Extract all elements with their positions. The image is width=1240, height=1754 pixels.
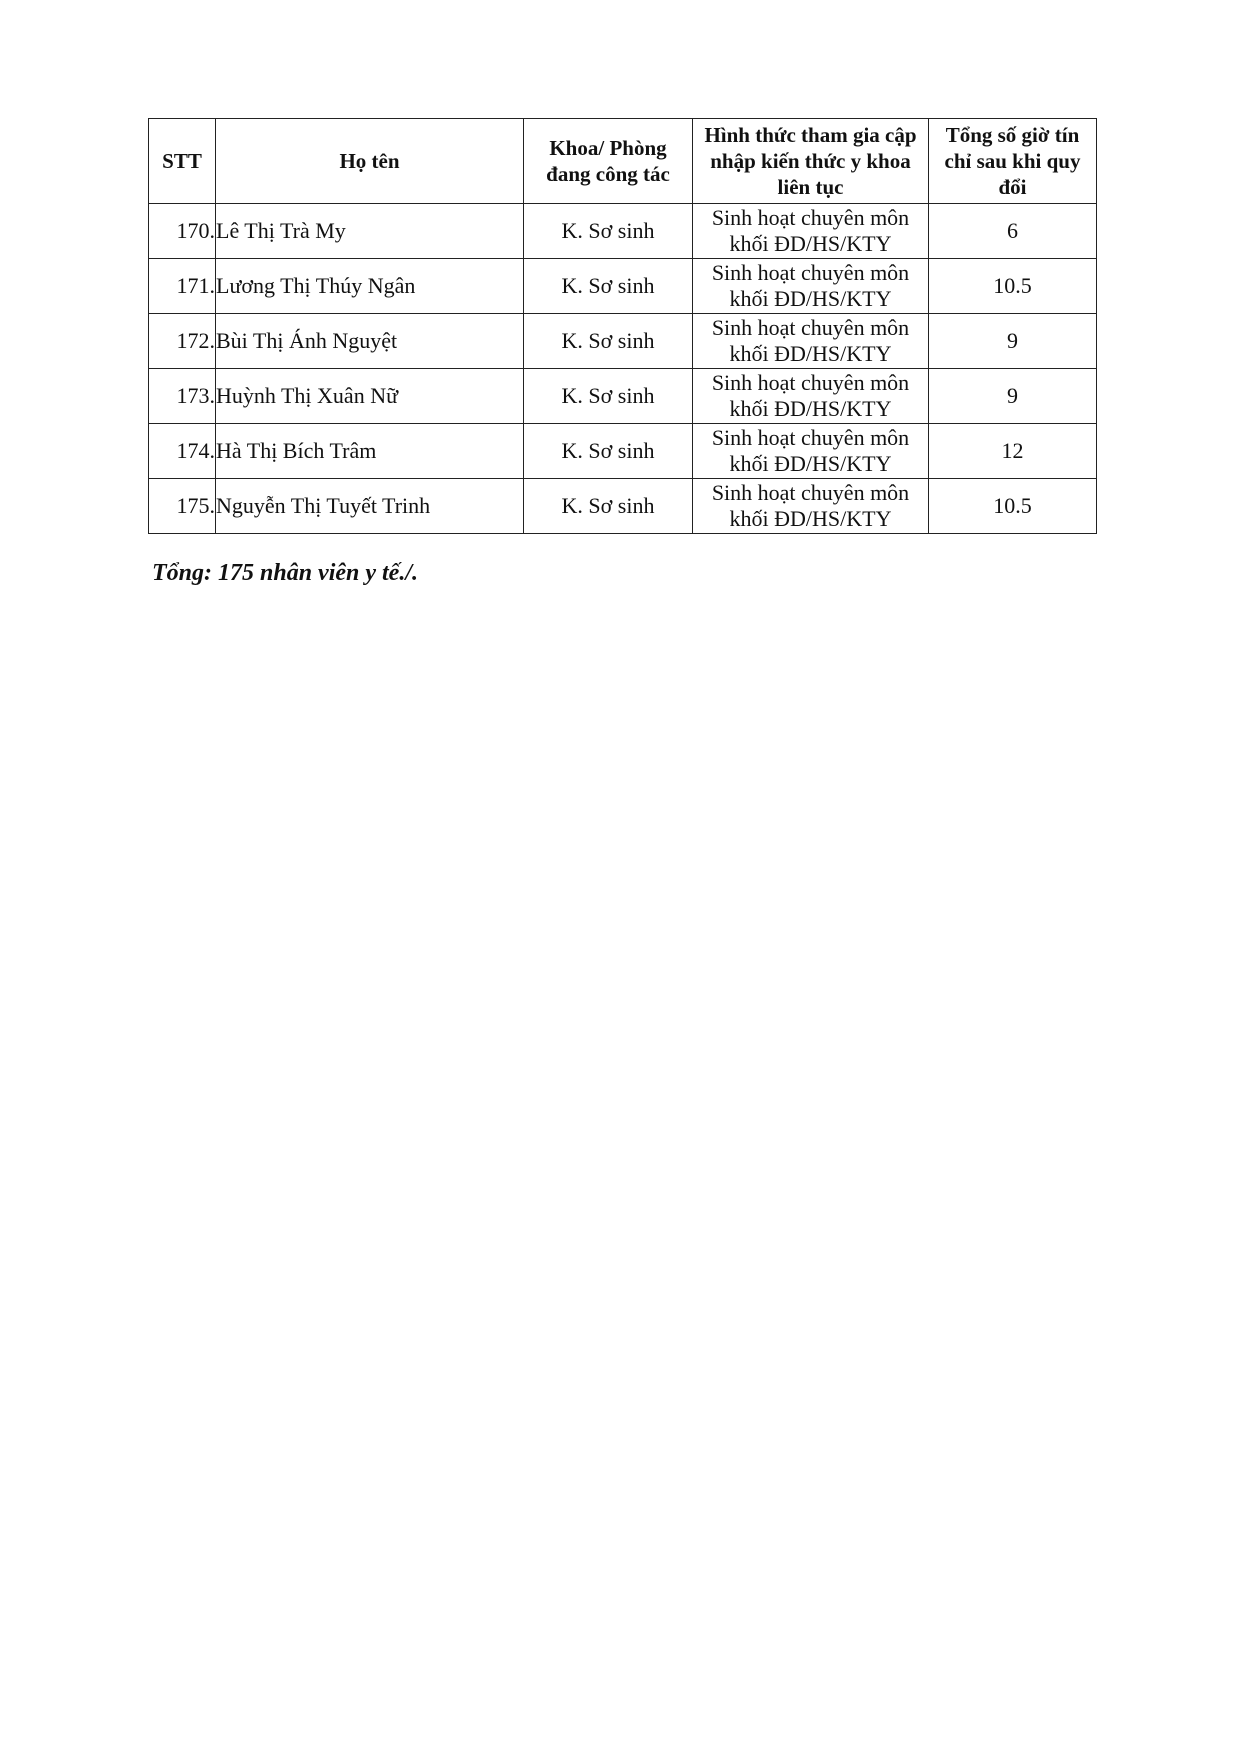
form-line-1: Sinh hoạt chuyên môn (711, 425, 910, 450)
row-name: Huỳnh Thị Xuân Nữ (216, 369, 524, 424)
row-dept: K. Sơ sinh (524, 369, 693, 424)
row-stt: 172. (149, 314, 216, 369)
row-stt: 175. (149, 479, 216, 534)
row-name: Lương Thị Thúy Ngân (216, 259, 524, 314)
row-hours: 9 (929, 314, 1097, 369)
total-summary: Tổng: 175 nhân viên y tế./. (152, 560, 419, 586)
row-form (693, 314, 929, 369)
form-line-1: Sinh hoạt chuyên môn (711, 370, 910, 395)
row-dept: K. Sơ sinh (524, 259, 693, 314)
table-header-row (149, 119, 1097, 204)
row-name: Hà Thị Bích Trâm (216, 424, 524, 479)
table-row (149, 204, 1097, 259)
row-form (693, 204, 929, 259)
header-form: Hình thức tham gia cập nhập kiến thức y khoa liên tục (693, 119, 929, 204)
staff-table (148, 118, 1097, 534)
form-line-2: khối ĐD/HS/KTY (729, 506, 892, 531)
form-line-2: khối ĐD/HS/KTY (729, 451, 892, 476)
table-row (149, 369, 1097, 424)
form-line-2: khối ĐD/HS/KTY (729, 341, 892, 366)
table-row (149, 259, 1097, 314)
row-stt: 170. (149, 204, 216, 259)
table-row (149, 424, 1097, 479)
row-form (693, 479, 929, 534)
table-row (149, 479, 1097, 534)
form-line-1: Sinh hoạt chuyên môn (711, 315, 910, 340)
row-hours: 12 (929, 424, 1097, 479)
header-stt: STT (149, 119, 216, 204)
form-line-1: Sinh hoạt chuyên môn (711, 205, 910, 230)
row-name: Bùi Thị Ánh Nguyệt (216, 314, 524, 369)
row-dept: K. Sơ sinh (524, 314, 693, 369)
form-line-1: Sinh hoạt chuyên môn (711, 480, 910, 505)
row-stt: 173. (149, 369, 216, 424)
row-form (693, 424, 929, 479)
row-hours: 10.5 (929, 259, 1097, 314)
row-hours: 9 (929, 369, 1097, 424)
table-row (149, 314, 1097, 369)
row-name: Lê Thị Trà My (216, 204, 524, 259)
form-line-2: khối ĐD/HS/KTY (729, 286, 892, 311)
header-hours: Tổng số giờ tín chỉ sau khi quy đổi (929, 119, 1097, 204)
form-line-1: Sinh hoạt chuyên môn (711, 260, 910, 285)
row-dept: K. Sơ sinh (524, 204, 693, 259)
row-dept: K. Sơ sinh (524, 424, 693, 479)
header-dept: Khoa/ Phòng đang công tác (524, 119, 693, 204)
row-stt: 174. (149, 424, 216, 479)
row-dept: K. Sơ sinh (524, 479, 693, 534)
row-name: Nguyễn Thị Tuyết Trinh (216, 479, 524, 534)
row-hours: 10.5 (929, 479, 1097, 534)
form-line-2: khối ĐD/HS/KTY (729, 396, 892, 421)
row-form (693, 369, 929, 424)
form-line-2: khối ĐD/HS/KTY (729, 231, 892, 256)
row-stt: 171. (149, 259, 216, 314)
header-name: Họ tên (216, 119, 524, 204)
row-form (693, 259, 929, 314)
row-hours: 6 (929, 204, 1097, 259)
